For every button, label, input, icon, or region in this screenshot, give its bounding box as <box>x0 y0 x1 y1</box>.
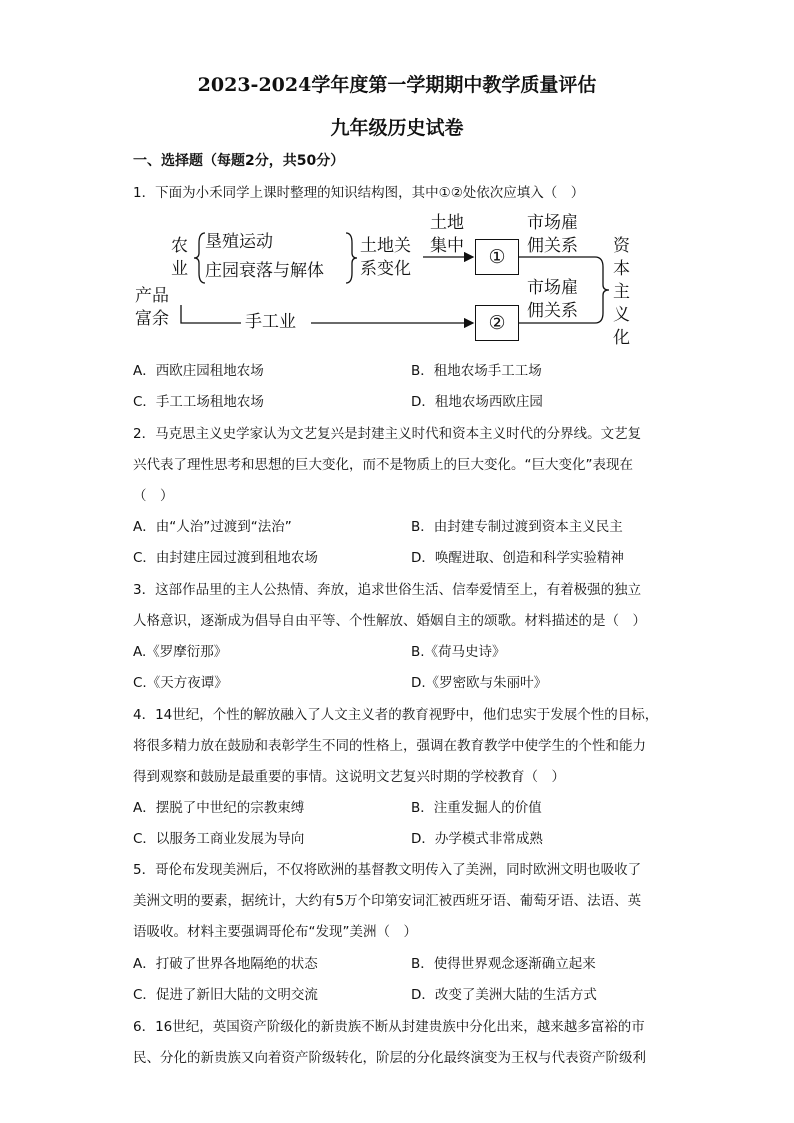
q2-option-d: D．唤醒进取、创造和科学实验精神 <box>411 550 624 566</box>
diagram-item-manor-decline: 庄园衰落与解体 <box>205 261 324 281</box>
q2-option-b: B．由封建专制过渡到资本主义民主 <box>411 519 623 535</box>
section-heading: 一、选择题（每题2分，共50分） <box>133 153 345 169</box>
q2-option-a: A．由“人治”过渡到“法治” <box>133 519 292 535</box>
diagram-land-l2: 集中 <box>430 236 464 256</box>
q4-line-2: 将很多精力放在鼓励和表彰学生不同的性格上，强调在教育教学中使学生的个性和能力 <box>133 738 646 754</box>
q5-line-1: 5．哥伦布发现美洲后，不仅将欧洲的基督教文明传入了美洲，同时欧洲文明也吸收了 <box>133 862 642 878</box>
q4-line-1: 4．14世纪，个性的解放融入了人文主义者的教育视野中，他们忠实于发展个性的目标， <box>133 707 659 723</box>
diagram-relation-l2: 系变化 <box>360 259 411 279</box>
surplus-path <box>181 305 241 323</box>
brace-converge <box>595 257 609 323</box>
diagram-cap-4: 义 <box>613 305 630 325</box>
q2-line-1: 2．马克思主义史学家认为文艺复兴是封建主义时代和资本主义时代的分界线。文艺复 <box>133 426 642 442</box>
q4-option-a: A．摆脱了中世纪的宗教束缚 <box>133 800 305 816</box>
exam-title: 2023-2024学年度第一学期期中教学质量评估 <box>197 74 597 96</box>
diagram-cap-2: 本 <box>613 259 630 279</box>
diagram-hire-bot-l1: 市场雇 <box>527 278 578 298</box>
diagram-land-l1: 土地 <box>430 213 464 233</box>
q4-option-d: D．办学模式非常成熟 <box>411 831 543 847</box>
q2-option-c: C．由封建庄园过渡到租地农场 <box>133 550 318 566</box>
diagram-relation-l1: 土地关 <box>360 236 411 256</box>
q1-option-d: D．租地农场西欧庄园 <box>411 394 543 410</box>
diagram-ye: 业 <box>171 259 188 279</box>
q5-option-c: C．促进了新旧大陆的文明交流 <box>133 987 318 1003</box>
knowledge-structure-diagram <box>133 205 653 350</box>
q3-option-d: D.《罗密欧与朱丽叶》 <box>411 675 548 691</box>
q3-option-b: B.《荷马史诗》 <box>411 644 506 660</box>
diagram-cap-3: 主 <box>613 282 630 302</box>
q4-option-b: B．注重发掘人的价值 <box>411 800 542 816</box>
diagram-surplus-l2: 富余 <box>135 309 169 329</box>
q5-option-b: B．使得世界观念逐渐确立起来 <box>411 956 596 972</box>
diagram-hire-top-l2: 佣关系 <box>527 236 578 256</box>
diagram-cap-1: 资 <box>613 236 630 256</box>
q3-line-2: 人格意识，逐渐成为倡导自由平等、个性解放、婚姻自主的颂歌。材料描述的是（ ） <box>133 613 646 629</box>
q5-option-a: A．打破了世界各地隔绝的状态 <box>133 956 318 972</box>
diagram-handicraft: 手工业 <box>245 312 296 332</box>
q5-line-2: 美洲文明的要素，据统计，大约有5万个印第安词汇被西班牙语、葡萄牙语、法语、英 <box>133 893 642 909</box>
exam-subtitle: 九年级历史试卷 <box>330 117 464 139</box>
diagram-item-reclamation: 垦殖运动 <box>205 232 273 252</box>
q6-line-2: 民、分化的新贵族又向着资产阶级转化，阶层的分化最终演变为王权与代表资产阶级利 <box>133 1050 646 1066</box>
q2-line-2: 兴代表了理性思考和思想的巨大变化，而不是物质上的巨大变化。“巨大变化”表现在 <box>133 457 633 473</box>
q1-option-c: C．手工工场租地农场 <box>133 394 264 410</box>
q4-line-3: 得到观察和鼓励是最重要的事情。这说明文艺复兴时期的学校教育（ ） <box>133 769 565 785</box>
diagram-cap-5: 化 <box>613 328 630 348</box>
q4-option-c: C．以服务工商业发展为导向 <box>133 831 305 847</box>
brace-left <box>194 233 205 283</box>
q2-line-3: （ ） <box>133 488 174 504</box>
q3-line-1: 3．这部作品里的主人公热情、奔放，追求世俗生活、信奉爱情至上，有着极强的独立 <box>133 582 642 598</box>
diagram-surplus-l1: 产品 <box>135 286 169 306</box>
diagram-hire-top-l1: 市场雇 <box>527 213 578 233</box>
q1-option-b: B．租地农场手工工场 <box>411 363 542 379</box>
blank-box-2: ② <box>475 305 519 341</box>
brace-right <box>346 233 357 283</box>
q5-line-3: 语吸收。材料主要强调哥伦布“发现”美洲（ ） <box>133 924 417 940</box>
q6-line-1: 6．16世纪，英国资产阶级化的新贵族不断从封建贵族中分化出来，越来越多富裕的市 <box>133 1019 645 1035</box>
q3-option-a: A.《罗摩衍那》 <box>133 644 228 660</box>
diagram-nong: 农 <box>171 236 188 256</box>
q1-stem: 1．下面为小禾同学上课时整理的知识结构图，其中①②处依次应填入（ ） <box>133 185 585 201</box>
q1-option-a: A．西欧庄园租地农场 <box>133 363 264 379</box>
q3-option-c: C.《天方夜谭》 <box>133 675 228 691</box>
q5-option-d: D．改变了美洲大陆的生活方式 <box>411 987 597 1003</box>
diagram-hire-bot-l2: 佣关系 <box>527 301 578 321</box>
blank-box-1: ① <box>475 239 519 275</box>
